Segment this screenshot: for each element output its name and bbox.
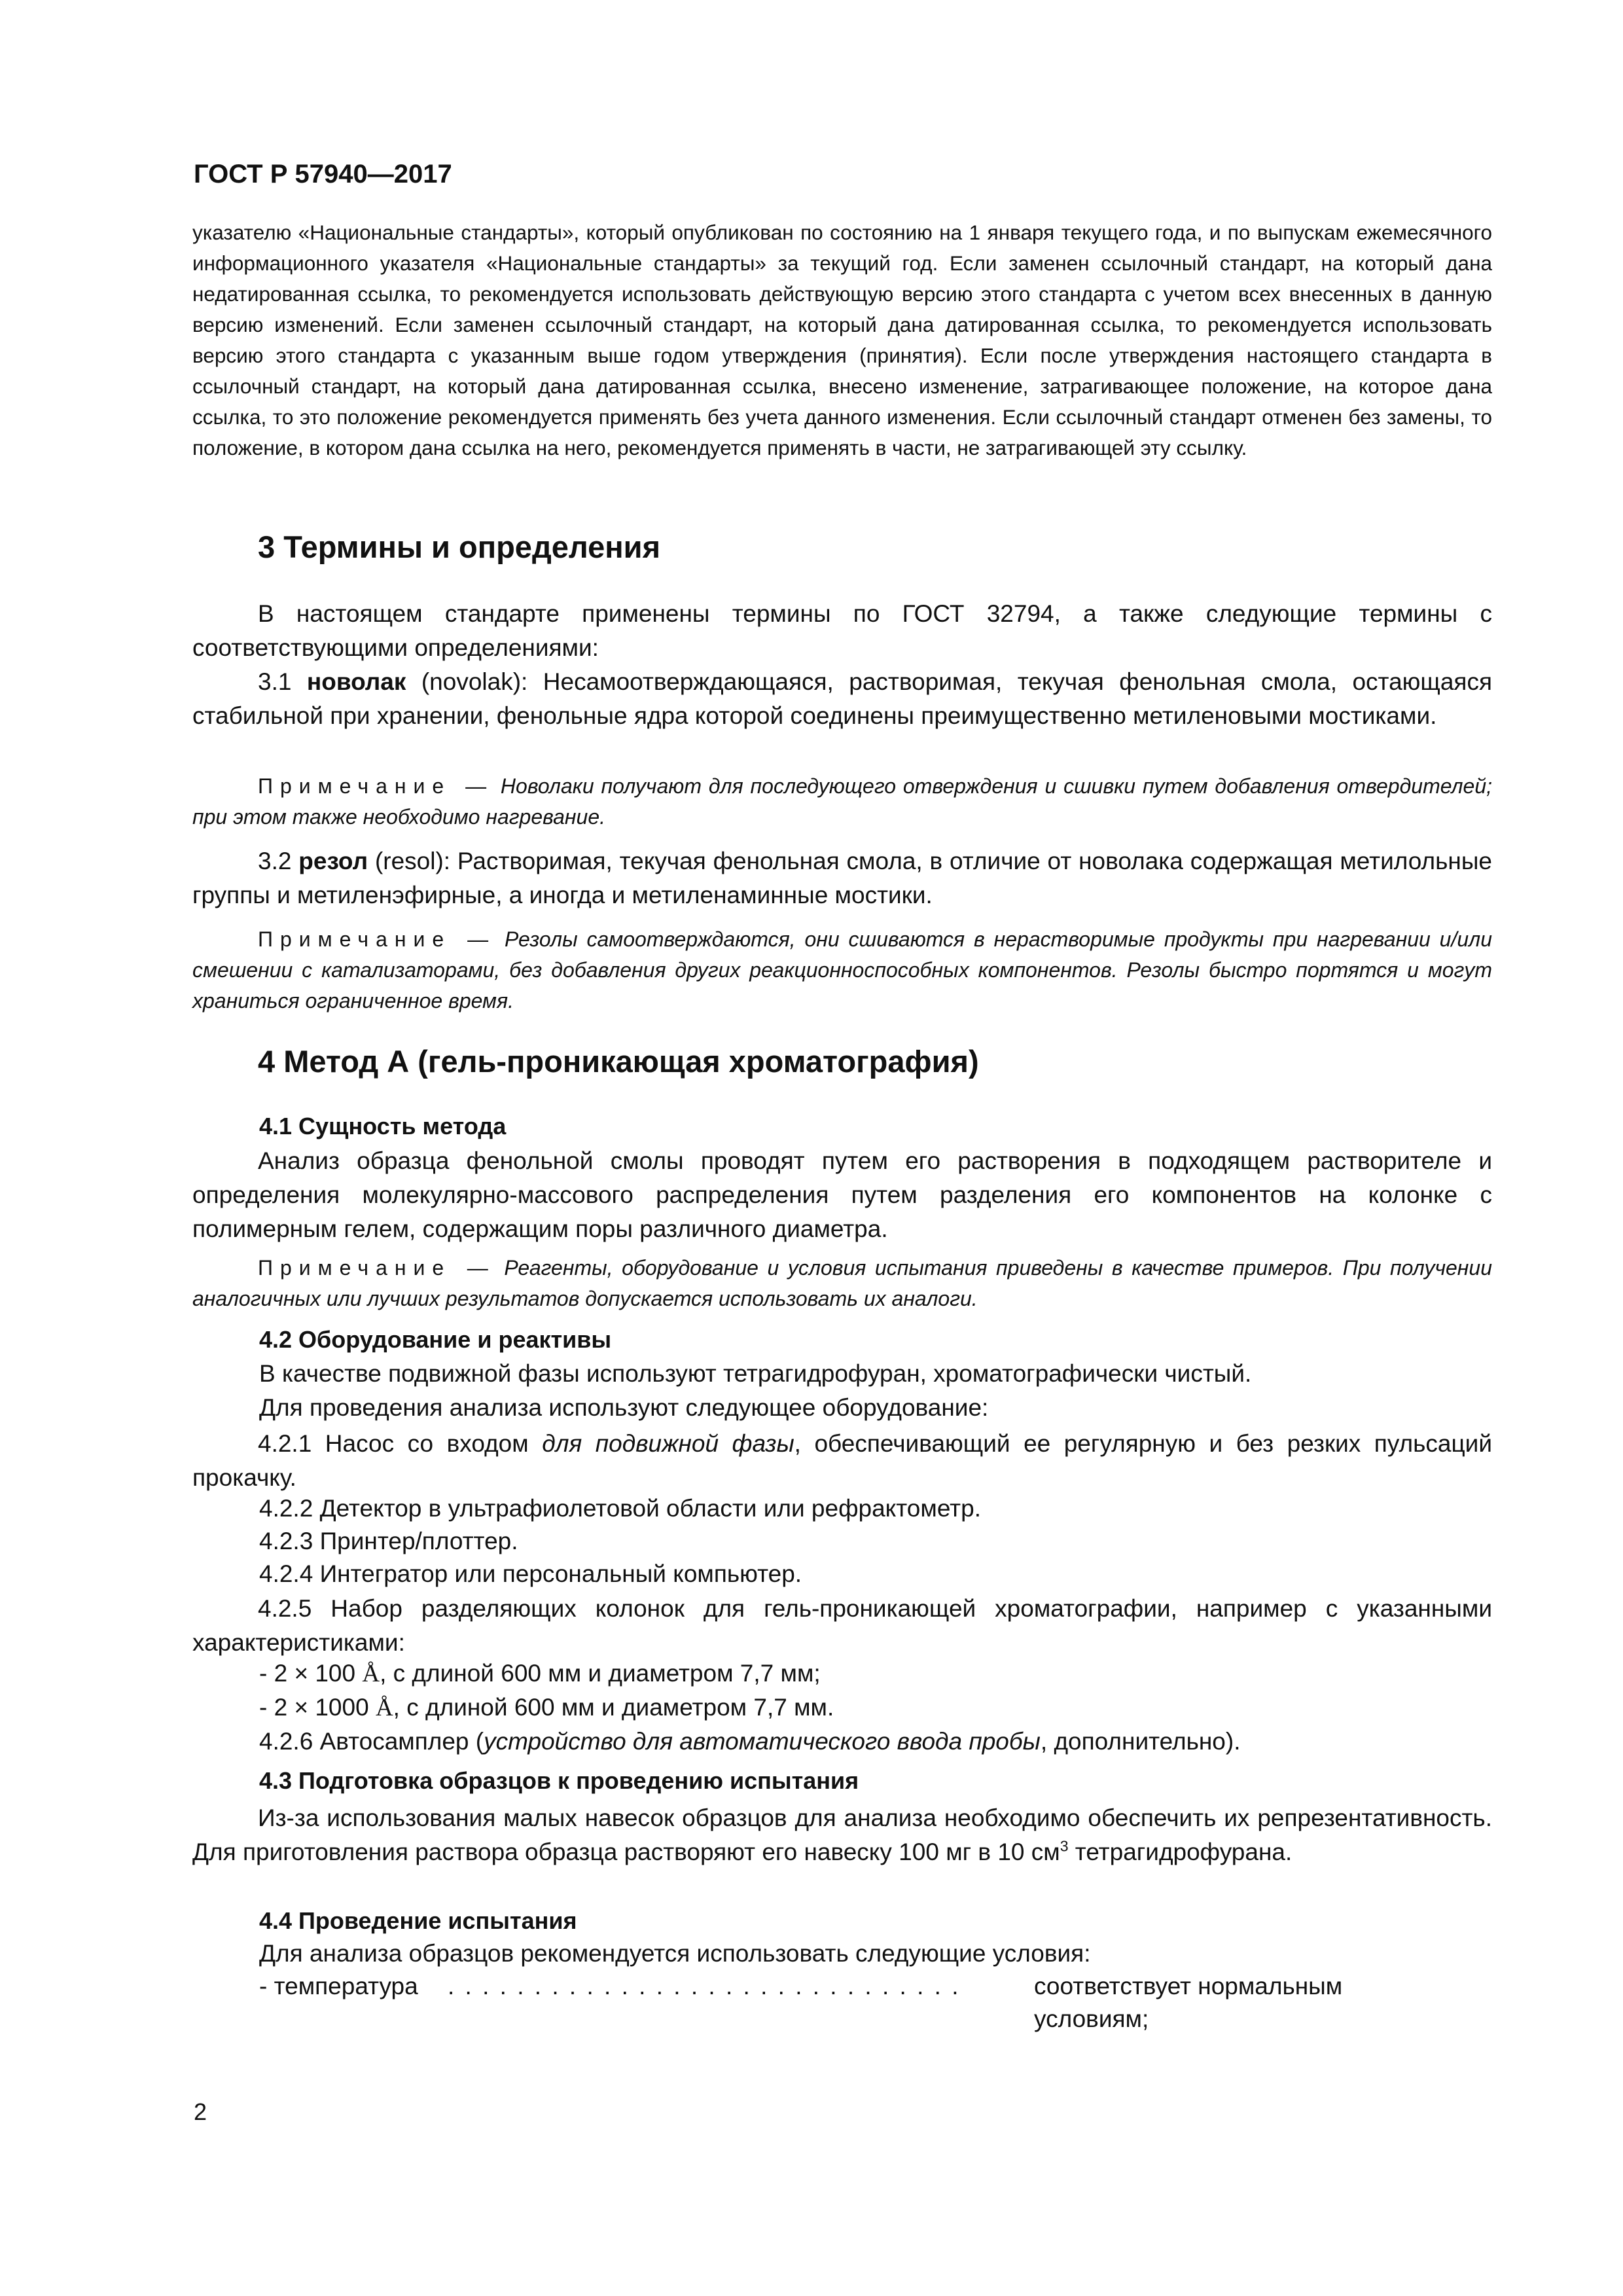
intro-paragraph: указателю «Национальные стандарты», который опубликован по состоянию на 1 января текущего года, и по выпускам ежемесячного информационного указателя «Национальные стандарты» за текущий год. Если заменен ссылочный стандарт, на который дана недатированная ссылка, то рекомендуется использовать действующую версию этого стандарта с учетом всех внесенных в данную версию изменений. Если заменен ссылочный стандарт, на который дана датированная ссылка, то рекомендуется использовать версию этого стандарта с указанным выше годом утверждения (принятия). Если после утверждения настоящего стандарта в ссылочный стандарт, на который дана датированная ссылка, внесено изменение, затрагивающее положение, на которое дана ссылка, то это положение рекомендуется применять без учета данного изменения. Если ссылочный стандарт отменен без замены, то положение, в котором дана ссылка на него, рекомендуется применять в части, не затрагивающей эту ссылку. xyxy=(192,221,1492,459)
section-3-heading: 3 Термины и определения xyxy=(258,529,660,564)
section-4-4-heading: 4.4 Проведение испытания xyxy=(259,1907,577,1934)
condition-value-line-2: условиям; xyxy=(1034,2005,1149,2032)
term-3-2-term: резол xyxy=(298,848,368,874)
item-4-2-1-start: 4.2.1 Насос со входом xyxy=(258,1430,543,1457)
column-spec-1-start: - 2 × 100 xyxy=(259,1660,363,1687)
page-number: 2 xyxy=(194,2098,207,2125)
term-3-1-number: 3.1 xyxy=(258,668,292,695)
column-spec-1-end: , с длиной 600 мм и диаметром 7,7 мм; xyxy=(380,1660,821,1687)
term-3-2-definition: (resol): Растворимая, текучая фенольная смола, в отличие от новолака содержащая метилольные группы и метиленэфирные, а иногда и метиленаминные мостики. xyxy=(192,848,1492,908)
note-3 xyxy=(192,1253,1492,1314)
item-4-2-1 xyxy=(192,1427,1492,1495)
section-4-1-heading: 4.1 Сущность метода xyxy=(259,1113,507,1139)
note-1 xyxy=(192,771,1492,833)
item-4-2-6-italic: устройство для автоматического ввода пробы xyxy=(484,1728,1041,1755)
item-4-2-6-end: , дополнительно). xyxy=(1040,1728,1241,1755)
term-3-2 xyxy=(192,844,1492,912)
note-2-text: Резолы самоотверждаются, они сшиваются в нерастворимые продукты при нагревании и/или смешении с катализаторами, без добавления других реакционноспособных компонентов. Резолы быстро портятся и могут храниться ограниченное время. xyxy=(192,927,1493,1013)
section-4-2-line-2: Для проведения анализа используют следующее оборудование: xyxy=(259,1394,989,1421)
column-spec-2-end: , с длиной 600 мм и диаметром 7,7 мм. xyxy=(393,1694,834,1721)
column-spec-1 xyxy=(259,1660,821,1688)
item-4-2-5: 4.2.5 Набор разделяющих колонок для гель-проникающей хроматографии, например с указанными характеристиками: xyxy=(192,1595,1492,1656)
note-2 xyxy=(192,924,1492,1016)
item-4-2-3: 4.2.3 Принтер/плоттер. xyxy=(259,1528,518,1554)
section-3-intro: В настоящем стандарте применены термины по ГОСТ 32794, а также следующие термины с соответствующими определениями: xyxy=(192,600,1492,661)
section-4-2-line-1: В качестве подвижной фазы используют тетрагидрофуран, хроматографически чистый. xyxy=(259,1360,1252,1387)
section-4-3-text-start: Из-за использования малых навесок образцов для анализа необходимо обеспечить их репрезентативность. Для приготовления раствора образца растворяют его навеску 100 мг в 10 см xyxy=(192,1804,1492,1865)
note-3-label: Примечание — xyxy=(258,1256,495,1280)
section-4-3-text-end: тетрагидрофурана. xyxy=(1068,1839,1293,1865)
section-4-2-heading: 4.2 Оборудование и реактивы xyxy=(259,1326,612,1353)
term-3-1 xyxy=(192,665,1492,733)
condition-label: - температура xyxy=(259,1973,418,2000)
condition-value-line-1: соответствует нормальным xyxy=(1034,1973,1343,2000)
section-4-1-text: Анализ образца фенольной смолы проводят путем его растворения в подходящем растворителе и определения молекулярно-массового распределения путем разделения его компонентов на колонке с полимерным гелем, содержащим поры различного диаметра. xyxy=(192,1147,1492,1242)
item-4-2-6-start: 4.2.6 Автосамплер ( xyxy=(259,1728,484,1755)
term-3-1-definition: (novolak): Несамоотверждающаяся, растворимая, текучая фенольная смола, остающаяся стабильной при хранении, фенольные ядра которой соединены преимущественно метиленовыми мостиками. xyxy=(192,668,1493,729)
item-4-2-2: 4.2.2 Детектор в ультрафиолетовой области или рефрактометр. xyxy=(259,1495,981,1522)
section-4-4-line-1: Для анализа образцов рекомендуется использовать следующие условия: xyxy=(259,1940,1091,1967)
item-4-2-4: 4.2.4 Интегратор или персональный компьютер. xyxy=(259,1560,802,1587)
item-4-2-1-end: , обеспечивающий ее регулярную и без резких пульсаций прокачку. xyxy=(192,1430,1492,1491)
section-3-intro-block xyxy=(192,597,1492,733)
section-4-3-text xyxy=(192,1801,1492,1869)
item-4-2-1-italic: для подвижной фазы xyxy=(542,1430,794,1457)
column-spec-2 xyxy=(259,1694,834,1722)
note-3-text: Реагенты, оборудование и условия испытания приведены в качестве примеров. При получении аналогичных или лучших результатов допускается использовать их аналоги. xyxy=(192,1256,1493,1310)
term-3-1-term: новолак xyxy=(306,668,406,695)
condition-leader-dots: . . . . . . . . . . . . . . . . . . . . . . . . . . . . . . xyxy=(448,1973,961,2000)
note-1-text: Новолаки получают для последующего отверждения и сшивки путем добавления отвердителей; при этом также необходимо нагревание. xyxy=(192,774,1493,829)
section-4-3-superscript: 3 xyxy=(1060,1837,1069,1855)
column-spec-2-unit: Å xyxy=(375,1695,393,1721)
note-1-label: Примечание — xyxy=(258,774,494,798)
section-4-heading: 4 Метод А (гель-проникающая хроматография) xyxy=(258,1044,979,1079)
column-spec-2-start: - 2 × 1000 xyxy=(259,1694,376,1721)
term-3-2-number: 3.2 xyxy=(258,848,292,874)
section-4-3-heading: 4.3 Подготовка образцов к проведению испытания xyxy=(259,1767,859,1794)
column-spec-1-unit: Å xyxy=(362,1660,380,1687)
note-2-label: Примечание — xyxy=(258,927,496,951)
document-header-id: ГОСТ Р 57940—2017 xyxy=(194,160,452,188)
item-4-2-6 xyxy=(259,1728,1240,1755)
